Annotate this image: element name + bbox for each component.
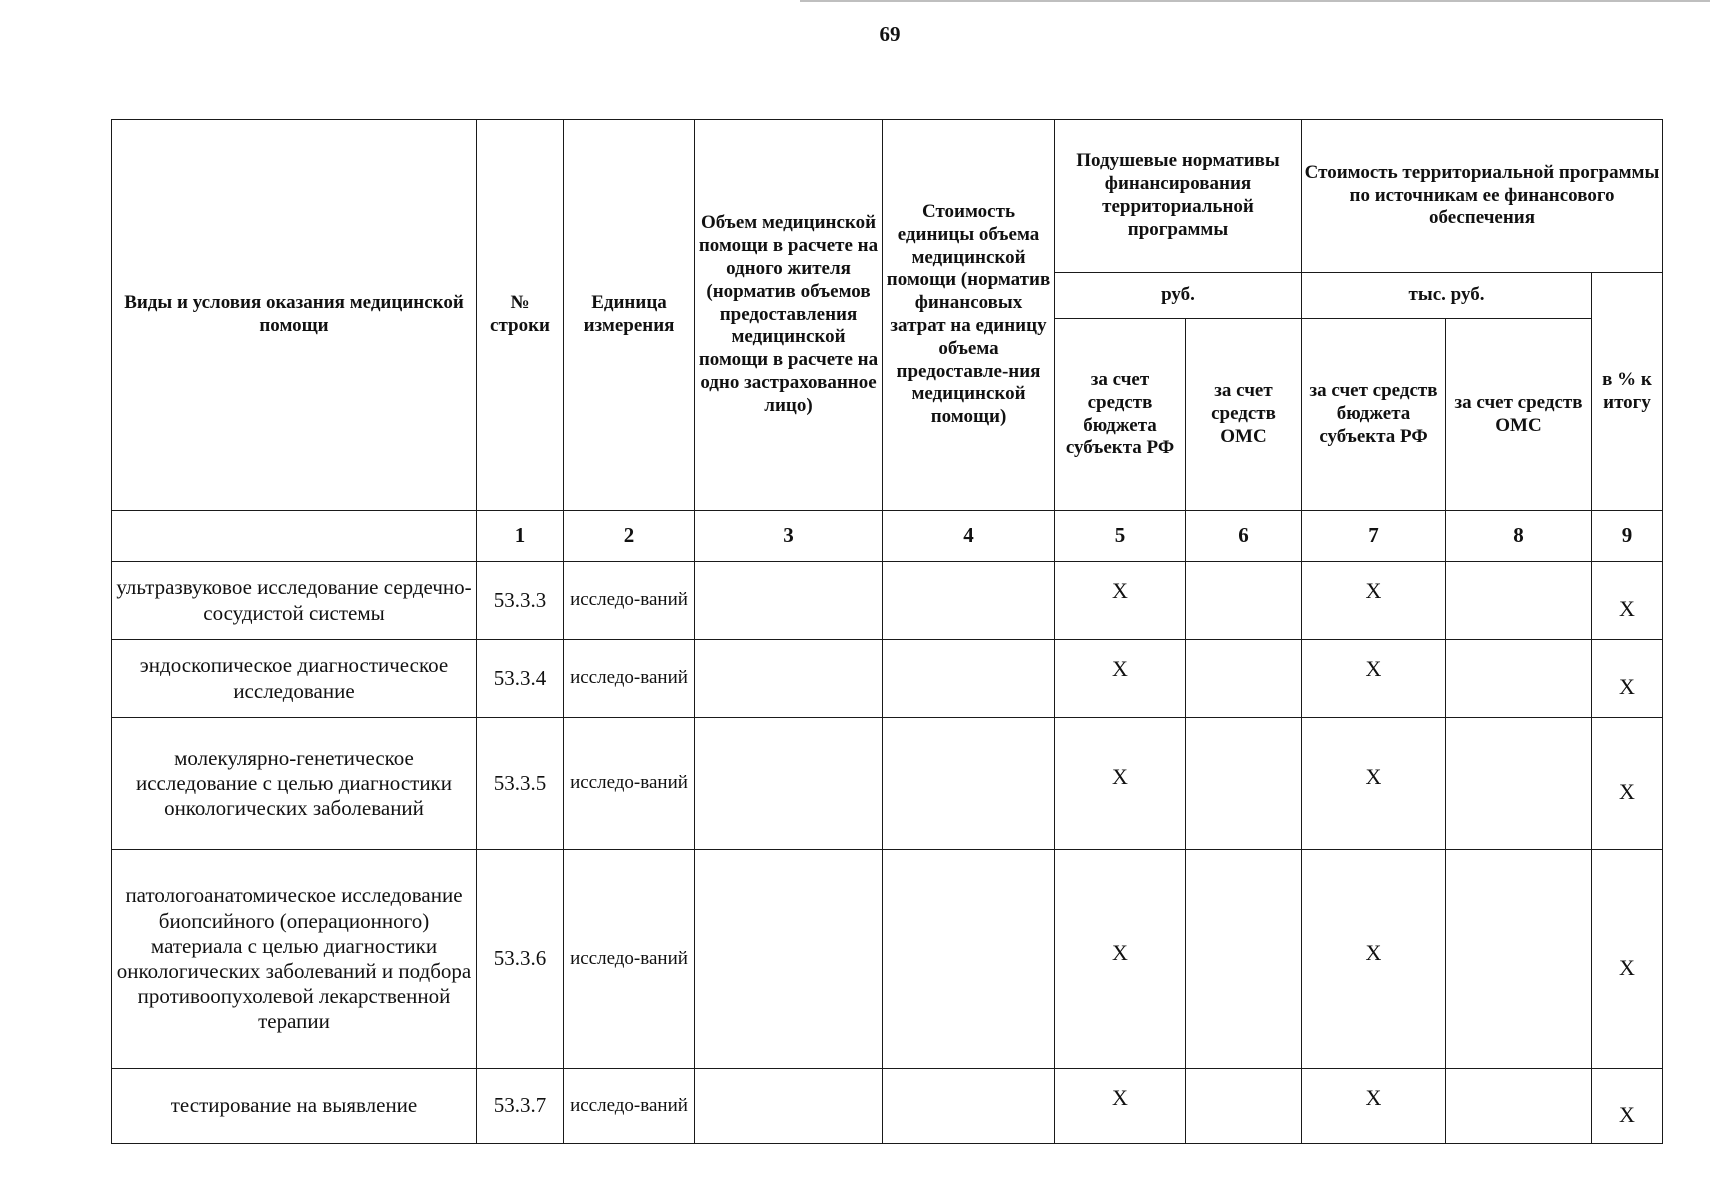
- budget-rf-cell: X: [1055, 640, 1186, 718]
- financing-table: [111, 119, 1663, 1144]
- header-unit: Единица измерения: [564, 120, 695, 511]
- unit-cell: исследо-ваний: [564, 1069, 695, 1144]
- oms-thous-cell: [1446, 1069, 1592, 1144]
- budget-rf-thous-cell: X: [1302, 850, 1446, 1069]
- column-number: 1: [477, 511, 564, 562]
- header-volume: Объем медицинской помощи в расчете на одного жителя (норматив объемов предоставления медицинской помощи в расчете на одно застрахованное лицо): [695, 120, 883, 511]
- budget-rf-thous-cell: X: [1302, 718, 1446, 850]
- cost-cell: [883, 850, 1055, 1069]
- percent-cell: X: [1592, 850, 1663, 1069]
- header-row-number: № строки: [477, 120, 564, 511]
- column-number: 6: [1186, 511, 1302, 562]
- header-row-1: [112, 120, 1663, 273]
- cost-cell: [883, 1069, 1055, 1144]
- column-number: 4: [883, 511, 1055, 562]
- volume-cell: [695, 640, 883, 718]
- service-name: патологоанатомическое исследование биопсийного (операционного) материала с целью диагностики онкологических заболеваний и подбора противоопухолевой лекарственной терапии: [112, 850, 477, 1069]
- oms-cell: [1186, 640, 1302, 718]
- row-code: 53.3.4: [477, 640, 564, 718]
- oms-thous-cell: [1446, 718, 1592, 850]
- unit-cell: исследо-ваний: [564, 718, 695, 850]
- budget-rf-cell: X: [1055, 562, 1186, 640]
- oms-cell: [1186, 1069, 1302, 1144]
- budget-rf-thous-cell: X: [1302, 1069, 1446, 1144]
- percent-cell: X: [1592, 640, 1663, 718]
- header-oms: за счет средств ОМС: [1186, 319, 1302, 511]
- table-row: [112, 718, 1663, 850]
- volume-cell: [695, 850, 883, 1069]
- column-number: 3: [695, 511, 883, 562]
- header-kind: Виды и условия оказания медицинской помощи: [112, 120, 477, 511]
- oms-thous-cell: [1446, 562, 1592, 640]
- column-number: 7: [1302, 511, 1446, 562]
- budget-rf-cell: X: [1055, 850, 1186, 1069]
- service-name: молекулярно-генетическое исследование с целью диагностики онкологических заболеваний: [112, 718, 477, 850]
- header-budget-rf-2: за счет средств бюджета субъекта РФ: [1302, 319, 1446, 511]
- oms-cell: [1186, 850, 1302, 1069]
- service-name: эндоскопическое диагностическое исследование: [112, 640, 477, 718]
- column-number: [112, 511, 477, 562]
- volume-cell: [695, 718, 883, 850]
- volume-cell: [695, 1069, 883, 1144]
- oms-cell: [1186, 718, 1302, 850]
- unit-cell: исследо-ваний: [564, 640, 695, 718]
- row-code: 53.3.5: [477, 718, 564, 850]
- row-code: 53.3.7: [477, 1069, 564, 1144]
- percent-cell: X: [1592, 718, 1663, 850]
- cost-cell: [883, 640, 1055, 718]
- header-oms-2: за счет средств ОМС: [1446, 319, 1592, 511]
- table-row: [112, 1069, 1663, 1144]
- header-budget-rf: за счет средств бюджета субъекта РФ: [1055, 319, 1186, 511]
- oms-thous-cell: [1446, 850, 1592, 1069]
- row-code: 53.3.6: [477, 850, 564, 1069]
- header-percent: в % к итогу: [1592, 273, 1663, 511]
- service-name: тестирование на выявление: [112, 1069, 477, 1144]
- top-rule: [800, 0, 1710, 2]
- header-cost: Стоимость единицы объема медицинской помощи (норматив финансовых затрат на единицу объема предоставле-ния медицинской помощи): [883, 120, 1055, 511]
- cost-cell: [883, 562, 1055, 640]
- column-number: 8: [1446, 511, 1592, 562]
- column-number: 9: [1592, 511, 1663, 562]
- percent-cell: X: [1592, 1069, 1663, 1144]
- table-row: [112, 562, 1663, 640]
- unit-cell: исследо-ваний: [564, 850, 695, 1069]
- cost-cell: [883, 718, 1055, 850]
- service-name: ультразвуковое исследование сердечно-сосудистой системы: [112, 562, 477, 640]
- table-row: [112, 640, 1663, 718]
- page-number: 69: [879, 22, 901, 46]
- column-number: 5: [1055, 511, 1186, 562]
- unit-cell: исследо-ваний: [564, 562, 695, 640]
- column-number: 2: [564, 511, 695, 562]
- budget-rf-thous-cell: X: [1302, 562, 1446, 640]
- oms-thous-cell: [1446, 640, 1592, 718]
- budget-rf-cell: X: [1055, 718, 1186, 850]
- budget-rf-thous-cell: X: [1302, 640, 1446, 718]
- column-number-row: [112, 511, 1663, 562]
- budget-rf-cell: X: [1055, 1069, 1186, 1144]
- header-per-capita: Подушевые нормативы финансирования территориальной программы: [1055, 120, 1302, 273]
- header-rub: руб.: [1055, 273, 1302, 319]
- volume-cell: [695, 562, 883, 640]
- table-row: [112, 850, 1663, 1069]
- row-code: 53.3.3: [477, 562, 564, 640]
- oms-cell: [1186, 562, 1302, 640]
- header-thous-rub: тыс. руб.: [1302, 273, 1592, 319]
- header-program-cost: Стоимость территориальной программы по источникам ее финансового обеспечения: [1302, 120, 1663, 273]
- percent-cell: X: [1592, 562, 1663, 640]
